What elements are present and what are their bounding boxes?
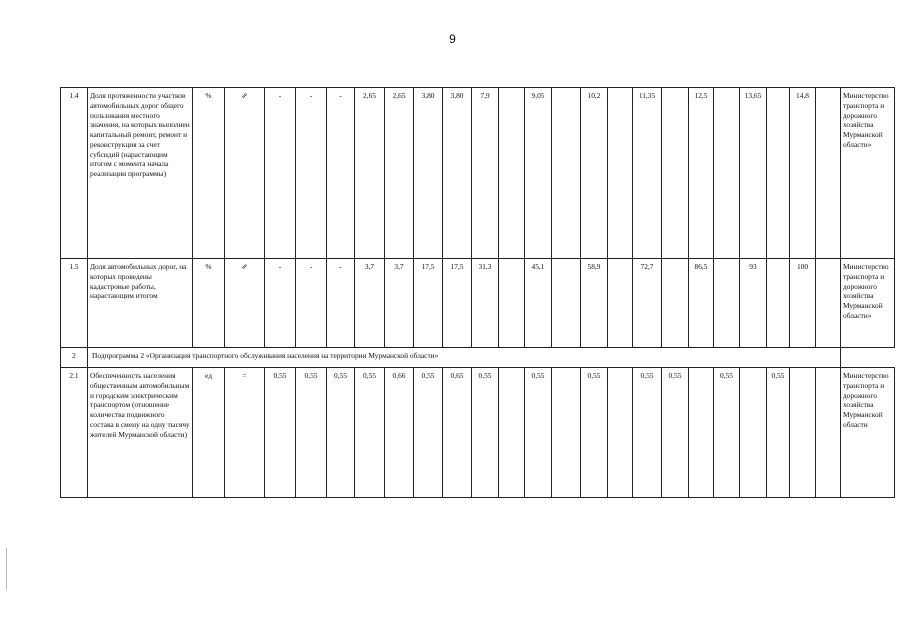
value-cell: 31,3 [472, 259, 499, 348]
unit-cell: % [193, 259, 225, 348]
value-cell: 93 [740, 259, 767, 348]
value-cell: 0,55 [525, 368, 552, 498]
value-cell: 7,9 [472, 88, 499, 259]
value-cell [552, 259, 581, 348]
value-cell: 0,55 [714, 368, 740, 498]
value-cell: 0,65 [443, 368, 472, 498]
value-cell: 17,5 [414, 259, 443, 348]
subprogram-title-cell: Подпрограмма 2 «Организация транспортного обслуживания населения на территории Мурманской области» [88, 348, 841, 368]
value-cell: 86,5 [689, 259, 714, 348]
subprogram-number-cell: 2 [61, 348, 88, 368]
value-cell [790, 368, 816, 498]
value-cell [816, 88, 841, 259]
value-cell: 9,05 [525, 88, 552, 259]
value-cell: 14,8 [790, 88, 816, 259]
value-cell [499, 259, 525, 348]
value-cell [552, 368, 581, 498]
table-row [61, 88, 895, 259]
indicators-table [60, 87, 895, 498]
value-cell: 72,7 [633, 259, 662, 348]
subprogram-row [61, 348, 895, 368]
value-cell: 0,55 [581, 368, 608, 498]
value-cell: 45,1 [525, 259, 552, 348]
value-cell [608, 368, 633, 498]
value-cell: - [296, 259, 327, 348]
value-cell [714, 88, 740, 259]
value-cell [714, 259, 740, 348]
value-cell [767, 88, 790, 259]
value-cell: 13,65 [740, 88, 767, 259]
trend-cell: ⇗ [225, 259, 265, 348]
value-cell [608, 259, 633, 348]
value-cell: 10,2 [581, 88, 608, 259]
indicator-name-cell: Обеспеченность населения общественным автомобильным и городским электрическим транспортом (отношение количества подвижного состава в смену на одну тысячу жителей Мурманской области) [88, 368, 193, 498]
value-cell: 100 [790, 259, 816, 348]
value-cell: 11,35 [633, 88, 662, 259]
value-cell [767, 259, 790, 348]
row-number-cell: 1.4 [61, 88, 88, 259]
value-cell [662, 88, 689, 259]
value-cell: 0,55 [472, 368, 499, 498]
trend-cell: = [225, 368, 265, 498]
row-number-cell: 1.5 [61, 259, 88, 348]
value-cell [662, 259, 689, 348]
value-cell: 2,65 [385, 88, 414, 259]
value-cell: 3,7 [385, 259, 414, 348]
value-cell: 3,7 [355, 259, 385, 348]
page-number: 9 [449, 32, 456, 46]
value-cell: 0,55 [327, 368, 355, 498]
value-cell [689, 368, 714, 498]
value-cell: - [296, 88, 327, 259]
value-cell: 17,5 [443, 259, 472, 348]
value-cell: - [265, 259, 296, 348]
unit-cell: ед [193, 368, 225, 498]
value-cell: 0,55 [296, 368, 327, 498]
value-cell: 0,55 [662, 368, 689, 498]
value-cell: 12,5 [689, 88, 714, 259]
value-cell [740, 368, 767, 498]
value-cell: 0,55 [414, 368, 443, 498]
value-cell: 0,55 [265, 368, 296, 498]
value-cell: - [327, 88, 355, 259]
indicator-name-cell: Доля автомобильных дорог, на которых проведены кадастровые работы, нарастающим итогом [88, 259, 193, 348]
value-cell [499, 88, 525, 259]
value-cell: 0,55 [767, 368, 790, 498]
value-cell: - [327, 259, 355, 348]
executor-cell: Министерство транспорта и дорожного хозяйства Мурманской области» [841, 88, 895, 259]
value-cell [608, 88, 633, 259]
value-cell [499, 368, 525, 498]
value-cell: 3,80 [443, 88, 472, 259]
value-cell: - [265, 88, 296, 259]
value-cell [816, 259, 841, 348]
value-cell: 58,9 [581, 259, 608, 348]
trend-cell: ⇗ [225, 88, 265, 259]
value-cell: 0,55 [633, 368, 662, 498]
unit-cell: % [193, 88, 225, 259]
executor-cell: Министерство транспорта и дорожного хозяйства Мурманской области» [841, 259, 895, 348]
scan-mark [6, 548, 7, 590]
table-row [61, 259, 895, 348]
value-cell [552, 88, 581, 259]
value-cell [816, 368, 841, 498]
value-cell: 0,66 [385, 368, 414, 498]
executor-cell: Министерство транспорта и дорожного хозяйства Мурманской области [841, 368, 895, 498]
indicator-name-cell: Доля протяженности участков автомобильных дорог общего пользования местного значения, на которых выполнен капитальный ремонт, ремонт и реконструкция за счет субсидий (нарастающим итогом с момента начала реализации программы) [88, 88, 193, 259]
table-row [61, 368, 895, 498]
value-cell: 3,80 [414, 88, 443, 259]
value-cell: 2,65 [355, 88, 385, 259]
row-number-cell: 2.1 [61, 368, 88, 498]
value-cell: 0,55 [355, 368, 385, 498]
